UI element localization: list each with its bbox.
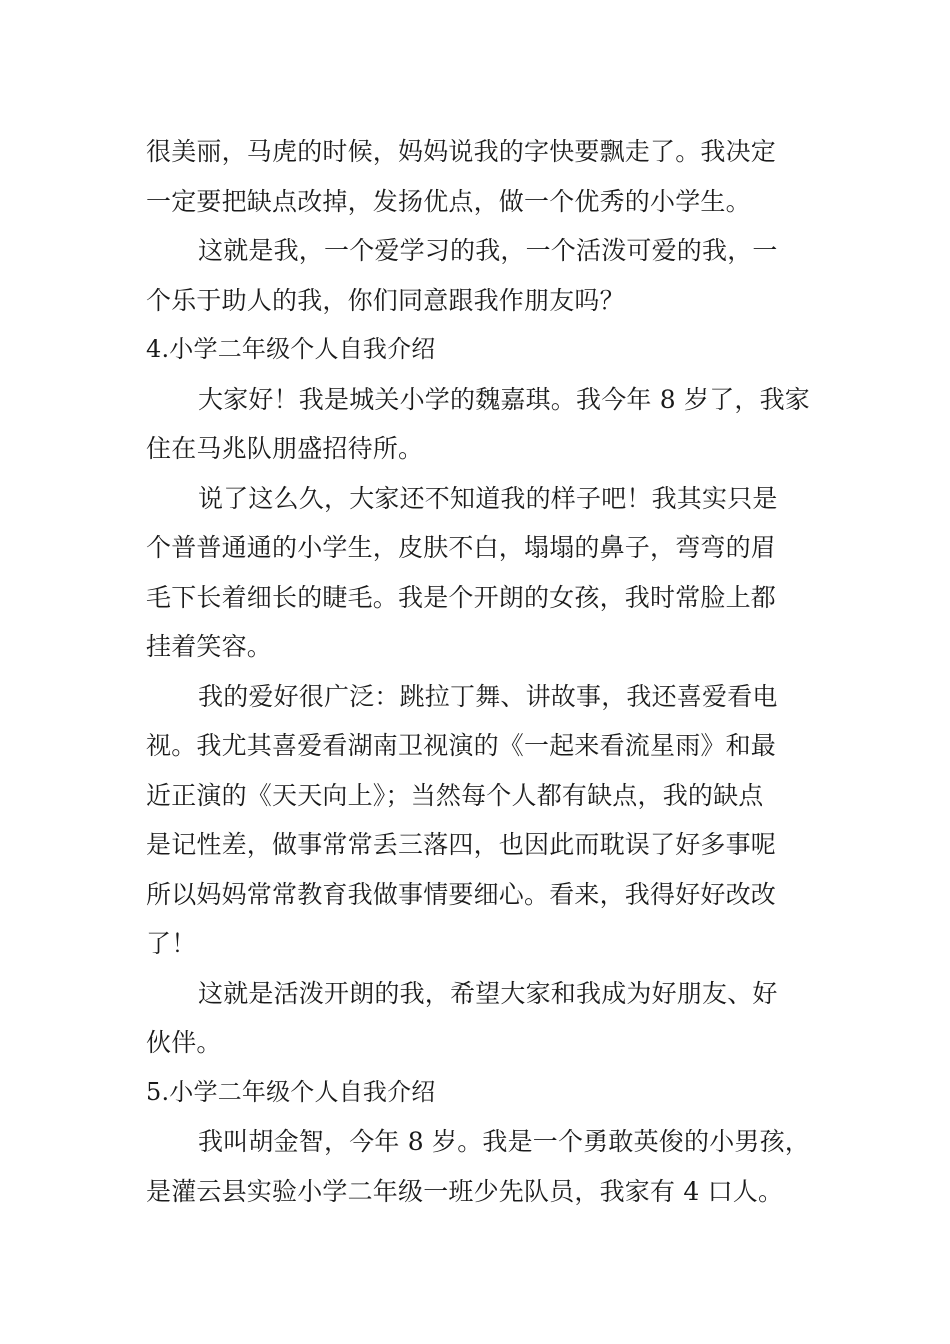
text-line: 毛下长着细长的睫毛。我是个开朗的女孩，我时常脸上都	[146, 582, 777, 612]
text-line: 伙伴。	[146, 1028, 222, 1057]
text-line: 视。我尤其喜爱看湖南卫视演的《一起来看流星雨》和最	[146, 731, 777, 760]
text-line: 挂着笑容。	[146, 632, 273, 661]
text-line: 住在马兆队朋盛招待所。	[146, 434, 424, 463]
text-line: 是记性差，做事常常丢三落四，也因此而耽误了好多事呢	[146, 830, 777, 859]
text-line: 个乐于助人的我，你们同意跟我作朋友吗？	[146, 285, 625, 315]
paragraph-start-line: 我叫胡金智，今年 8 岁。我是一个勇敢英俊的小男孩，	[198, 1127, 811, 1156]
text-line: 一定要把缺点改掉，发扬优点，做一个优秀的小学生。	[146, 186, 751, 216]
paragraph-start-line: 大家好！我是城关小学的魏嘉琪。我今年 8 岁了，我家	[198, 384, 811, 414]
paragraph-start-line: 我的爱好很广泛：跳拉丁舞、讲故事，我还喜爱看电	[198, 681, 778, 711]
text-line: 很美丽，马虎的时候，妈妈说我的字快要飘走了。我决定	[146, 137, 777, 166]
text-line: 个普普通通的小学生，皮肤不白，塌塌的鼻子，弯弯的眉	[146, 533, 777, 562]
text-line: 所以妈妈常常教育我做事情要细心。看来，我得好好改改	[146, 879, 777, 909]
paragraph-start-line: 这就是我，一个爱学习的我，一个活泼可爱的我，一	[198, 236, 778, 265]
section-heading-5: 5.小学二年级个人自我介绍	[146, 1077, 436, 1106]
document-body	[146, 127, 810, 1216]
text-line: 近正演的《天天向上》；当然每个人都有缺点，我的缺点	[146, 780, 764, 810]
paragraph-start-line: 说了这么久，大家还不知道我的样子吧！我其实只是	[198, 483, 778, 513]
section-heading-4: 4.小学二年级个人自我介绍	[146, 335, 436, 363]
text-line: 了！	[146, 929, 197, 958]
text-line: 是灌云县实验小学二年级一班少先队员，我家有 4 口人。	[146, 1176, 784, 1206]
paragraph-start-line: 这就是活泼开朗的我，希望大家和我成为好朋友、好	[198, 978, 778, 1008]
